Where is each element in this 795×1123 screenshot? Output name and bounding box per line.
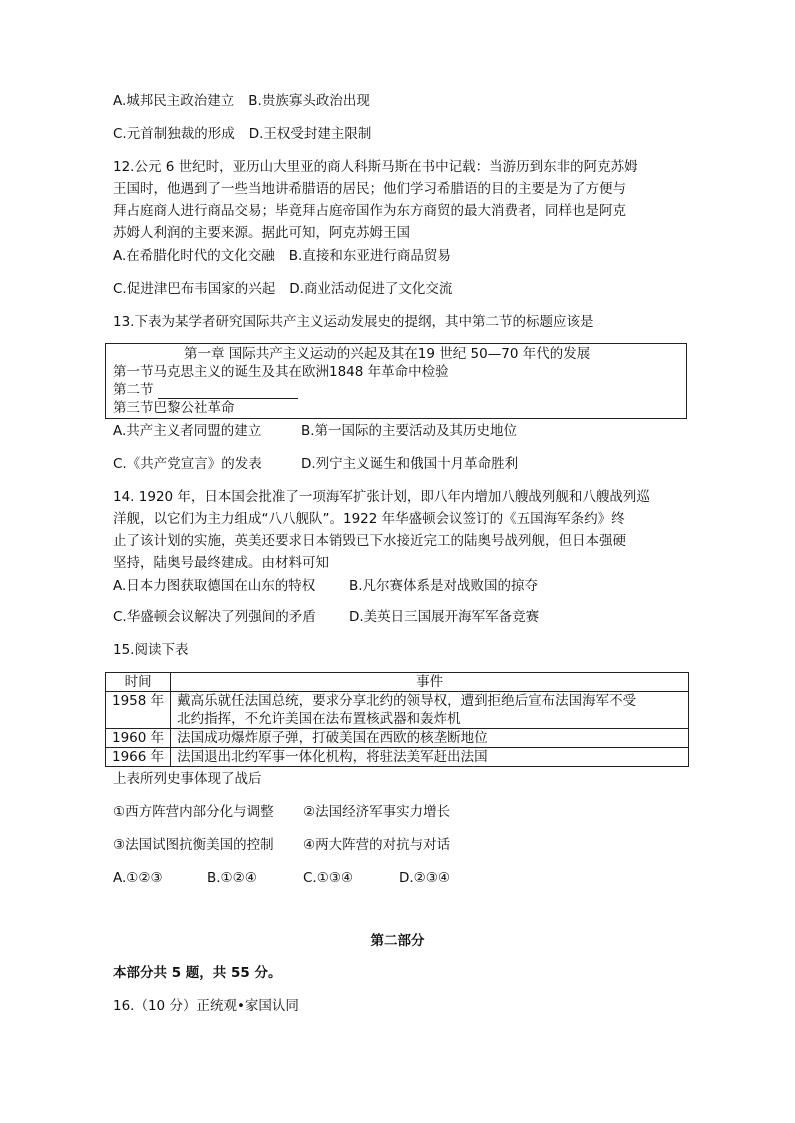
q15-items-row2 — [113, 835, 450, 855]
q14-option-b: B.凡尔赛体系是对战败国的掠夺 — [349, 578, 539, 594]
q15-option-b: B.①②④ — [207, 870, 257, 886]
event-line: 北约指挥，不允许美国在法布置核武器和轰炸机 — [177, 711, 461, 727]
q12-option-d: D.商业活动促进了文化交流 — [289, 281, 453, 297]
q14-stem-line4: 坚持，陆奥号最终建成。由材料可知 — [113, 555, 329, 571]
q15-after-table: 上表所列史事体现了战后 — [113, 771, 262, 787]
event-line: 戴高乐就任法国总统，要求分享北约的领导权，遭到拒绝后宣布法国海军不受 — [177, 693, 637, 709]
table-header-row — [106, 673, 689, 692]
q14-stem-line2: 洋舰，以它们为主力组成“八八舰队”。1922 年华盛顿会议签订的《五国海军条约》终 — [113, 511, 625, 527]
table-cell-event: 法国退出北约军事一体化机构，将驻法美军赶出法国 — [171, 748, 689, 767]
table-cell-year: 1958 年 — [106, 692, 171, 729]
q13-option-d: D.列宁主义诞生和俄国十月革命胜利 — [301, 456, 519, 472]
q12-option-b: B.直接和东亚进行商品贸易 — [288, 248, 451, 264]
q12-stem-line2: 王国时，他遇到了一些当地讲希腊语的居民；他们学习希腊语的目的主要是为了方便与 — [113, 181, 626, 197]
table-cell-year: 1966 年 — [106, 748, 171, 767]
q12-stem-line1: 12.公元 6 世纪时，亚历山大里亚的商人科斯马斯在书中记载：当游历到东非的阿克苏姆 — [113, 159, 638, 175]
q13-outline-box — [105, 343, 687, 419]
q15-events-table — [105, 672, 689, 767]
q15-item-3: ③法国试图抗衡美国的控制 — [113, 837, 274, 853]
q15-item-2: ②法国经济军事实力增长 — [303, 804, 451, 820]
q13-outline-section1: 第一节马克思主义的诞生及其在欧洲1848 年革命中检验 — [113, 364, 449, 380]
q14-option-a: A.日本力图获取德国在山东的特权 — [113, 578, 316, 594]
table-cell-event: 法国成功爆炸原子弹，打破美国在西欧的核垄断地位 — [171, 729, 689, 748]
table-row — [106, 748, 689, 767]
q15-option-c: C.①③④ — [303, 870, 354, 886]
q11-options-row2 — [113, 124, 371, 144]
q11-option-a: A.城邦民主政治建立 — [113, 93, 235, 109]
q13-outline-chapter: 第一章 国际共产主义运动的兴起及其在19 世纪 50—70 年代的发展 — [184, 346, 591, 362]
q13-stem: 13.下表为某学者研究国际共产主义运动发展史的提纲，其中第二节的标题应该是 — [113, 314, 594, 330]
part2-title: 第二部分 — [370, 933, 425, 949]
q11-option-d: D.王权受封建主限制 — [248, 126, 372, 142]
q16-title: 16.（10 分）正统观•家国认同 — [113, 998, 299, 1014]
q13-options-row1 — [113, 421, 517, 441]
table-row — [106, 729, 689, 748]
q11-option-b: B.贵族寡头政治出现 — [248, 93, 370, 109]
q13-answer-blank — [158, 385, 298, 399]
q15-item-4: ④两大阵营的对抗与对话 — [303, 837, 451, 853]
q12-stem-line3: 拜占庭商人进行商品交易；毕竟拜占庭帝国作为东方商贸的最大消费者，同样也是阿克 — [113, 203, 626, 219]
q15-option-a: A.①②③ — [113, 870, 163, 886]
q12-options-row2 — [113, 279, 452, 299]
q12-option-a: A.在希腊化时代的文化交融 — [113, 248, 275, 264]
q13-option-b: B.第一国际的主要活动及其历史地位 — [301, 423, 518, 439]
q15-item-1: ①西方阵营内部分化与调整 — [113, 804, 274, 820]
q15-options-row — [113, 868, 450, 888]
q15-items-row1 — [113, 802, 450, 822]
q13-option-c: C.《共产党宣言》的发表 — [113, 456, 262, 472]
q11-option-c: C.元首制独裁的形成 — [113, 126, 235, 142]
table-header-event: 事件 — [171, 673, 689, 692]
q14-option-c: C.华盛顿会议解决了列强间的矛盾 — [113, 609, 316, 625]
q14-options-row1 — [113, 576, 538, 596]
q14-stem-line3: 止了该计划的实施，英美还要求日本销毁已下水接近完工的陆奥号战列舰，但日本强硬 — [113, 533, 626, 549]
q14-option-d: D.美英日三国展开海军军备竞赛 — [349, 609, 540, 625]
q12-options-row1 — [113, 246, 451, 266]
q12-stem-line4: 苏姆人利润的主要来源。据此可知，阿克苏姆王国 — [113, 225, 410, 241]
q13-option-a: A.共产主义者同盟的建立 — [113, 423, 262, 439]
table-cell-event — [171, 692, 689, 729]
q11-options-row1 — [113, 91, 370, 111]
q13-options-row2 — [113, 454, 518, 474]
q13-section2-label: 第二节 — [113, 382, 154, 398]
q14-options-row2 — [113, 607, 539, 627]
table-row — [106, 692, 689, 729]
q13-outline-section3: 第三节巴黎公社革命 — [113, 400, 235, 416]
q13-outline-section2 — [113, 381, 298, 399]
q15-stem: 15.阅读下表 — [113, 642, 189, 658]
q14-stem-line1: 14. 1920 年，日本国会批准了一项海军扩张计划，即八年内增加八艘战列舰和八艘战列巡 — [113, 489, 650, 505]
table-header-time: 时间 — [106, 673, 171, 692]
table-cell-year: 1960 年 — [106, 729, 171, 748]
q15-option-d: D.②③④ — [399, 870, 450, 886]
q12-option-c: C.促进津巴布韦国家的兴起 — [113, 281, 276, 297]
part2-intro: 本部分共 5 题，共 55 分。 — [113, 965, 282, 981]
